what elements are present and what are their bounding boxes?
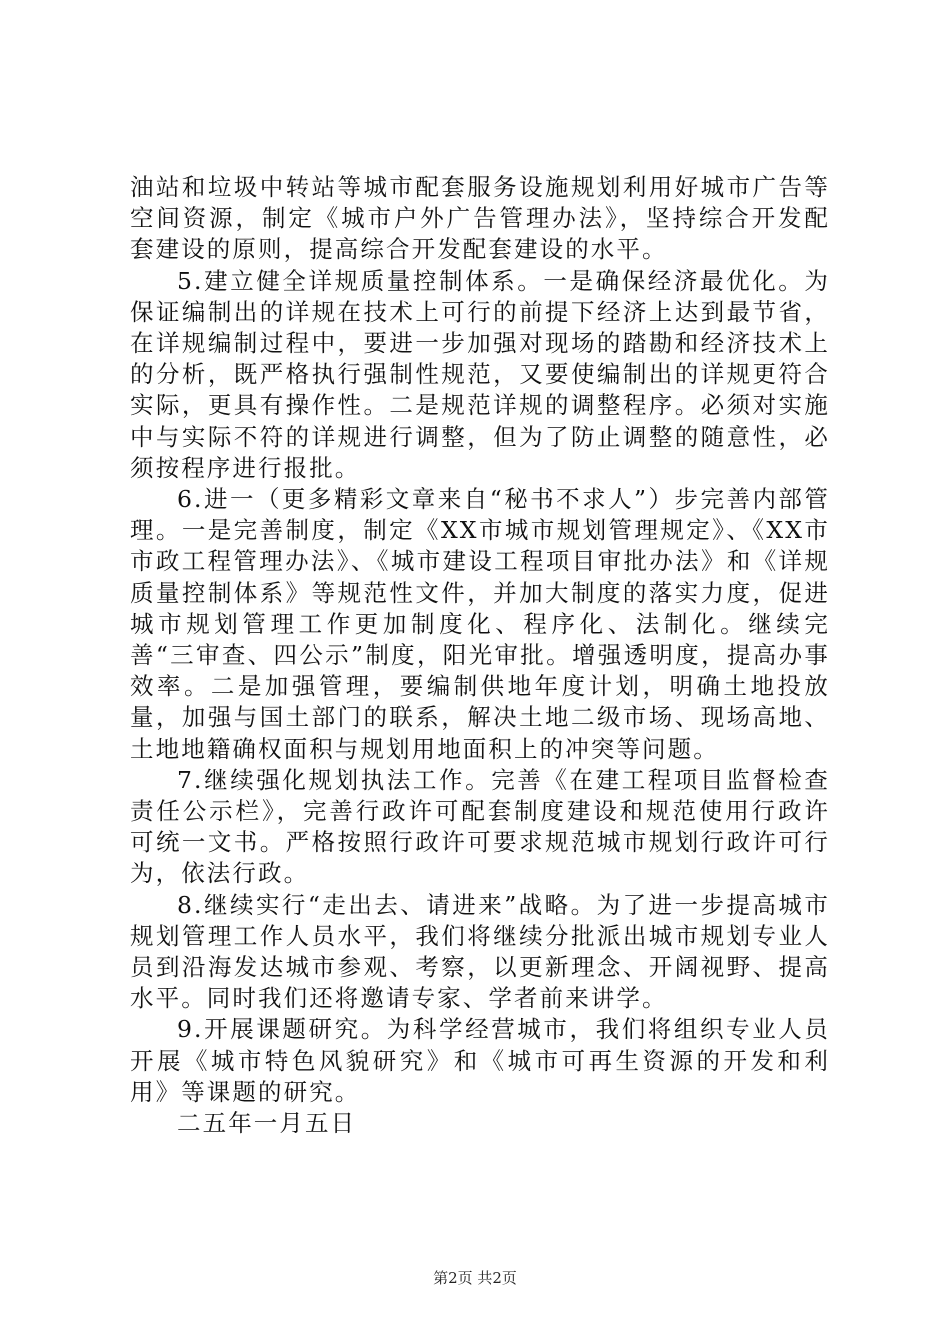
paragraph-continuation: 油站和垃圾中转站等城市配套服务设施规划利用好城市广告等空间资源，制定《城市户外广告管理办法》，坚持综合开发配套建设的原则，提高综合开发配套建设的水平。 bbox=[130, 173, 830, 264]
paragraph-item-8: 8.继续实行“走出去、请进来”战略。为了进一步提高城市规划管理工作人员水平，我们将继续分批派出城市规划专业人员到沿海发达城市参观、考察，以更新理念、开阔视野、提高水平。同时我们还将邀请专家、学者前来讲学。 bbox=[130, 890, 830, 1013]
paragraph-item-7: 7.继续强化规划执法工作。完善《在建工程项目监督检查责任公示栏》，完善行政许可配套制度建设和规范使用行政许可统一文书。严格按照行政许可要求规范城市规划行政许可行为，依法行政。 bbox=[130, 765, 830, 888]
paragraph-item-9: 9.开展课题研究。为科学经营城市，我们将组织专业人员开展《城市特色风貌研究》和《城市可再生资源的开发和利用》等课题的研究。 bbox=[130, 1015, 830, 1106]
paragraph-item-5: 5.建立健全详规质量控制体系。一是确保经济最优化。为保证编制出的详规在技术上可行的前提下经济上达到最节省，在详规编制过程中，要进一步加强对现场的踏勘和经济技术上的分析，既严格执行强制性规范，又要使编制出的详规更符合实际，更具有操作性。二是规范详规的调整程序。必须对实施中与实际不符的详规进行调整，但为了防止调整的随意性，必须按程序进行报批。 bbox=[130, 266, 830, 482]
paragraph-item-6: 6.进一（更多精彩文章来自“秘书不求人”）步完善内部管理。一是完善制度，制定《XX市城市规划管理规定》、《XX市市政工程管理办法》、《城市建设工程项目审批办法》和《详规质量控制体系》等规范性文件，并加大制度的落实力度，促进城市规划管理工作更加制度化、程序化、法制化。继续完善“三审查、四公示”制度，阳光审批。增强透明度，提高办事效率。二是加强管理，要编制供地年度计划，明确土地投放量，加强与国土部门的联系，解决土地二级市场、现场高地、土地地籍确权面积与规划用地面积上的冲突等问题。 bbox=[130, 485, 830, 763]
document-date: 二五年一月五日 bbox=[177, 1109, 357, 1138]
document-body bbox=[130, 172, 830, 1139]
page-number-footer: 第2页 共2页 bbox=[433, 1269, 517, 1287]
